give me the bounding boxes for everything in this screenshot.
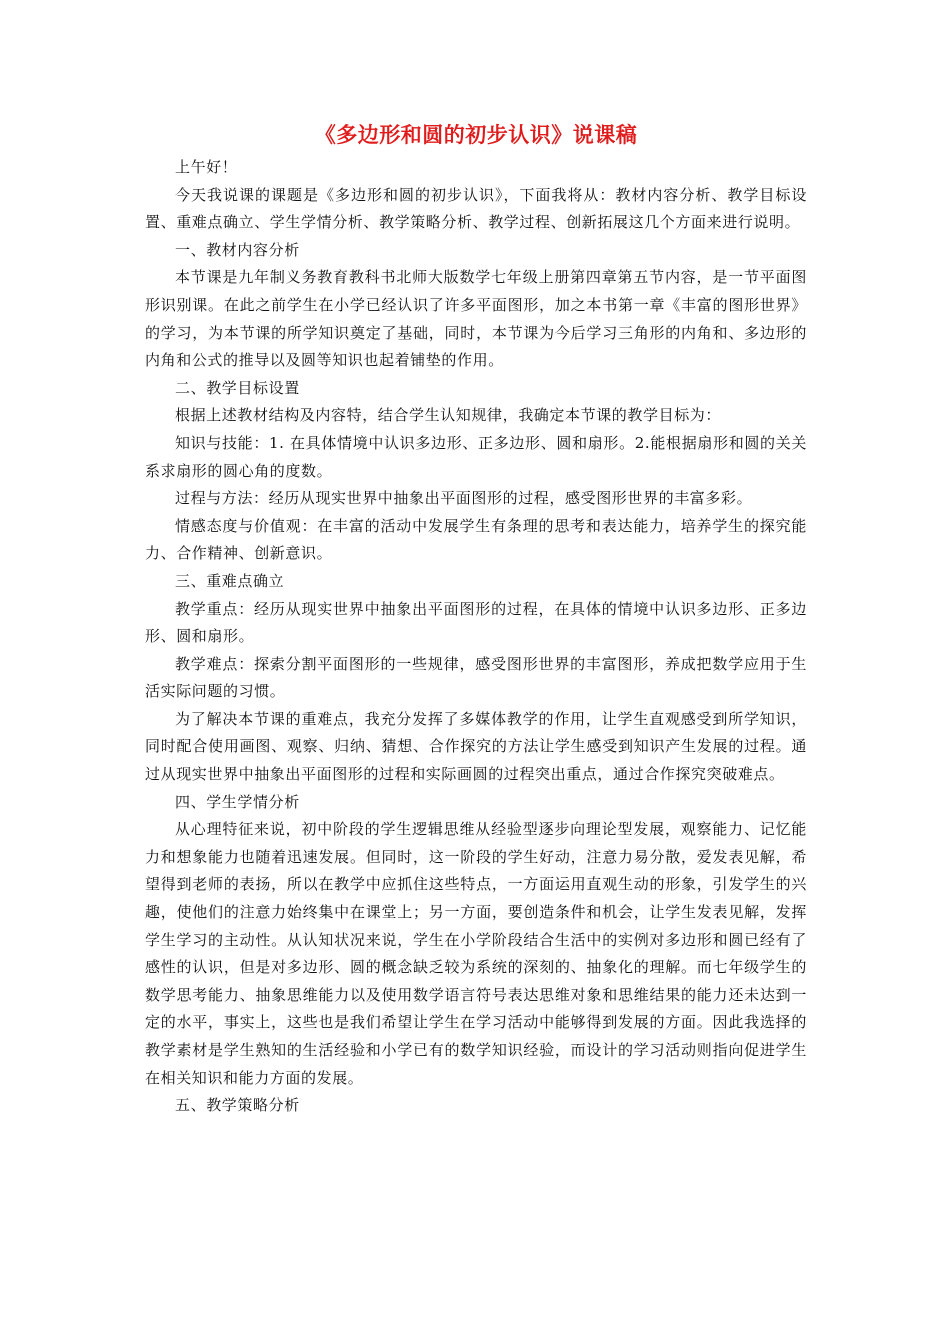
body-paragraph: 教学重点：经历从现实世界中抽象出平面图形的过程，在具体的情境中认识多边形、正多边形、圆和扇形。 (145, 599, 807, 646)
section-heading-1: 一、教材内容分析 (175, 240, 300, 259)
section-heading-5: 五、教学策略分析 (175, 1096, 300, 1115)
body-paragraph: 过程与方法：经历从现实世界中抽象出平面图形的过程，感受图形世界的丰富多彩。 (175, 489, 753, 508)
body-paragraph: 为了解决本节课的重难点，我充分发挥了多媒体教学的作用，让学生直观感受到所学知识，同时配合使用画图、观察、归纳、猜想、合作探究的方法让学生感受到知识产生发展的过程。通过从现实世界中抽象出平面图形的过程和实际画圆的过程突出重点，通过合作探究突破难点。 (145, 709, 807, 784)
body-paragraph: 教学难点：探索分割平面图形的一些规律，感受图形世界的丰富图形，养成把数学应用于生活实际问题的习惯。 (145, 654, 807, 701)
greeting-paragraph: 上午好！ (175, 158, 238, 176)
body-paragraph: 情感态度与价值观：在丰富的活动中发展学生有条理的思考和表达能力，培养学生的探究能力、合作精神、创新意识。 (145, 516, 807, 563)
document-title: 《多边形和圆的初步认识》说课稿 (314, 122, 638, 147)
section-heading-2: 二、教学目标设置 (175, 378, 300, 397)
body-paragraph: 从心理特征来说，初中阶段的学生逻辑思维从经验型逐步向理论型发展，观察能力、记忆能力和想象能力也随着迅速发展。但同时，这一阶段的学生好动，注意力易分散，爱发表见解，希望得到老师的表扬，所以在教学中应抓住这些特点，一方面运用直观生动的形象，引发学生的兴趣，使他们的注意力始终集中在课堂上；另一方面，要创造条件和机会，让学生发表见解，发挥学生学习的主动性。从认知状况来说，学生在小学阶段结合生活中的实例对多边形和圆已经有了感性的认识，但是对多边形、圆的概念缺乏较为系统的深刻的、抽象化的理解。而七年级学生的数学思考能力、抽象思维能力以及使用数学语言符号表达思维对象和思维结果的能力还未达到一定的水平，事实上，这些也是我们希望让学生在学习活动中能够得到发展的方面。因此我选择的教学素材是学生熟知的生活经验和小学已有的数学知识经验，而设计的学习活动则指向促进学生在相关知识和能力方面的发展。 (145, 820, 807, 1087)
section-heading-4: 四、学生学情分析 (175, 792, 300, 811)
intro-paragraph: 今天我说课的课题是《多边形和圆的初步认识》，下面我将从：教材内容分析、教学目标设置、重难点确立、学生学情分析、教学策略分析、教学过程、创新拓展这几个方面来进行说明。 (145, 185, 807, 232)
body-paragraph: 本节课是九年制义务教育教科书北师大版数学七年级上册第四章第五节内容，是一节平面图形识别课。在此之前学生在小学已经认识了许多平面图形，加之本书第一章《丰富的图形世界》的学习，为本节课的所学知识奠定了基础，同时，本节课为今后学习三角形的内角和、多边形的内角和公式的推导以及圆等知识也起着铺垫的作用。 (145, 268, 807, 370)
document-page (145, 120, 807, 1120)
body-paragraph: 根据上述教材结构及内容特，结合学生认知规律，我确定本节课的教学目标为： (175, 406, 722, 425)
section-heading-3: 三、重难点确立 (175, 571, 285, 590)
body-paragraph: 知识与技能：1. 在具体情境中认识多边形、正多边形、圆和扇形。2.能根据扇形和圆的关关系求扇形的圆心角的度数。 (145, 433, 807, 480)
